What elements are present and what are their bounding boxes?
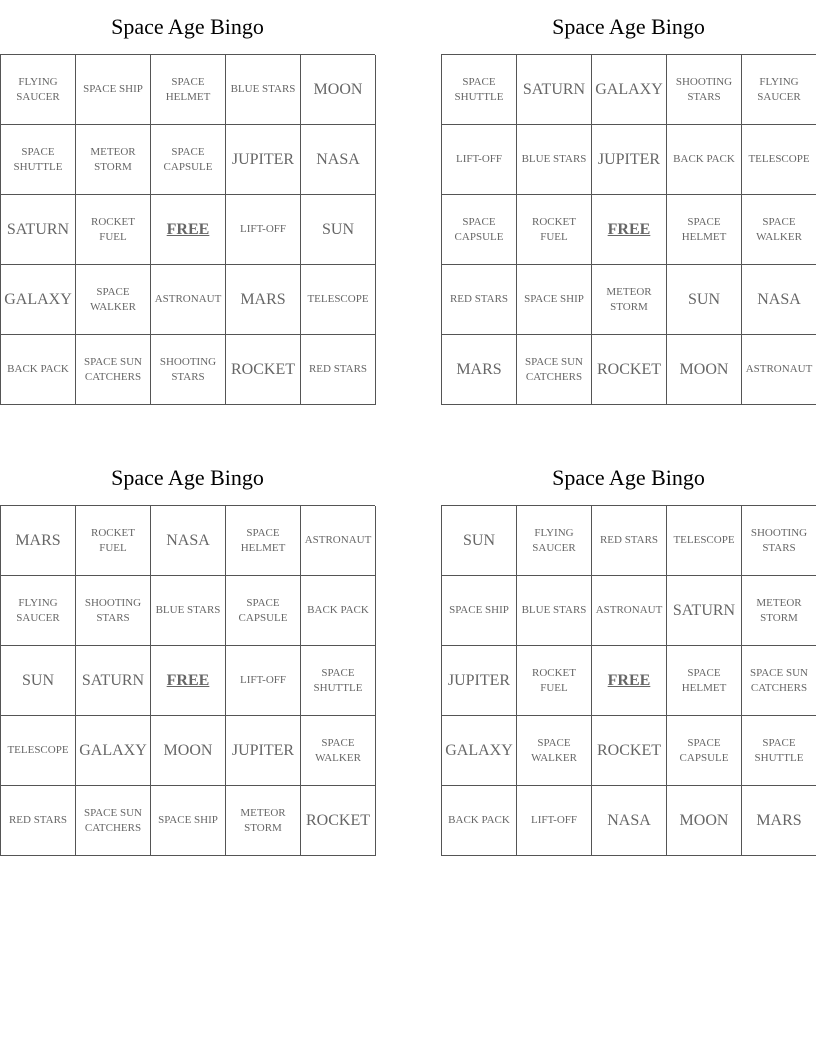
bingo-cell: SPACE SHIP <box>442 576 517 646</box>
bingo-cell: LIFT-OFF <box>442 125 517 195</box>
bingo-cell: SPACE CAPSULE <box>226 576 301 646</box>
bingo-cell: SATURN <box>667 576 742 646</box>
bingo-cell: MOON <box>667 786 742 856</box>
bingo-cell: RED STARS <box>1 786 76 856</box>
bingo-cell: BACK PACK <box>667 125 742 195</box>
bingo-cell: SPACE SHUTTLE <box>442 55 517 125</box>
bingo-card-2 <box>441 0 816 405</box>
bingo-cell: RED STARS <box>592 506 667 576</box>
bingo-cell: ASTRONAUT <box>742 335 816 405</box>
bingo-cell: BACK PACK <box>301 576 376 646</box>
bingo-cell: GALAXY <box>442 716 517 786</box>
bingo-cell: TELESCOPE <box>1 716 76 786</box>
bingo-cell: SPACE SHUTTLE <box>742 716 816 786</box>
card-title: Space Age Bingo <box>111 14 264 39</box>
bingo-cell: JUPITER <box>592 125 667 195</box>
bingo-cell: SUN <box>301 195 376 265</box>
bingo-cell: MARS <box>742 786 816 856</box>
bingo-card-4 <box>441 451 816 856</box>
bingo-cell: FLYING SAUCER <box>1 576 76 646</box>
bingo-cell: MOON <box>151 716 226 786</box>
bingo-cell: SHOOTING STARS <box>667 55 742 125</box>
bingo-cell: SHOOTING STARS <box>151 335 226 405</box>
bingo-cell: METEOR STORM <box>592 265 667 335</box>
bingo-cell: METEOR STORM <box>226 786 301 856</box>
bingo-cell: BLUE STARS <box>226 55 301 125</box>
bingo-cell: ROCKET <box>592 335 667 405</box>
bingo-cell: ROCKET FUEL <box>517 195 592 265</box>
bingo-cell: SPACE CAPSULE <box>667 716 742 786</box>
bingo-cell: SPACE WALKER <box>742 195 816 265</box>
bingo-cell: LIFT-OFF <box>226 646 301 716</box>
bingo-cell: ROCKET FUEL <box>76 506 151 576</box>
bingo-cell: TELESCOPE <box>667 506 742 576</box>
bingo-cell: ROCKET <box>226 335 301 405</box>
bingo-cell: ROCKET <box>301 786 376 856</box>
bingo-cell: SUN <box>667 265 742 335</box>
bingo-cell: ASTRONAUT <box>592 576 667 646</box>
bingo-cell: MOON <box>301 55 376 125</box>
bingo-cell: TELESCOPE <box>742 125 816 195</box>
bingo-cell: BACK PACK <box>1 335 76 405</box>
free-space: FREE <box>151 195 226 265</box>
bingo-cell: ASTRONAUT <box>151 265 226 335</box>
bingo-cell: ROCKET FUEL <box>517 646 592 716</box>
bingo-cell: LIFT-OFF <box>517 786 592 856</box>
bingo-cell: SPACE HELMET <box>226 506 301 576</box>
bingo-cell: SPACE SUN CATCHERS <box>76 786 151 856</box>
bingo-cell: TELESCOPE <box>301 265 376 335</box>
bingo-cell: FLYING SAUCER <box>517 506 592 576</box>
bingo-cell: SPACE SHIP <box>76 55 151 125</box>
bingo-cell: SPACE SHUTTLE <box>1 125 76 195</box>
bingo-cell: MARS <box>1 506 76 576</box>
bingo-cell: ROCKET <box>592 716 667 786</box>
free-space: FREE <box>151 646 226 716</box>
card-title: Space Age Bingo <box>552 14 705 39</box>
bingo-cell: SPACE HELMET <box>667 646 742 716</box>
bingo-cell: JUPITER <box>226 716 301 786</box>
bingo-cell: MARS <box>442 335 517 405</box>
card-title: Space Age Bingo <box>111 465 264 490</box>
bingo-cell: SPACE WALKER <box>517 716 592 786</box>
bingo-cell: NASA <box>151 506 226 576</box>
bingo-cell: GALAXY <box>76 716 151 786</box>
bingo-cell: SPACE HELMET <box>667 195 742 265</box>
bingo-cell: SUN <box>442 506 517 576</box>
bingo-cell: SPACE SHIP <box>517 265 592 335</box>
bingo-cell: JUPITER <box>226 125 301 195</box>
bingo-cell: SHOOTING STARS <box>76 576 151 646</box>
bingo-cell: ROCKET FUEL <box>76 195 151 265</box>
bingo-cell: SUN <box>1 646 76 716</box>
bingo-grid <box>0 505 375 856</box>
bingo-cell: BLUE STARS <box>517 576 592 646</box>
bingo-cell: SPACE SUN CATCHERS <box>517 335 592 405</box>
bingo-cell: SHOOTING STARS <box>742 506 816 576</box>
bingo-card-1 <box>0 0 375 405</box>
bingo-cell: SPACE CAPSULE <box>151 125 226 195</box>
bingo-cell: NASA <box>742 265 816 335</box>
bingo-cell: SPACE SUN CATCHERS <box>742 646 816 716</box>
bingo-cell: JUPITER <box>442 646 517 716</box>
bingo-grid <box>441 505 816 856</box>
free-space: FREE <box>592 646 667 716</box>
bingo-cell: MOON <box>667 335 742 405</box>
bingo-cell: SPACE WALKER <box>76 265 151 335</box>
bingo-cell: SATURN <box>1 195 76 265</box>
bingo-cell: SPACE HELMET <box>151 55 226 125</box>
bingo-cell: SATURN <box>517 55 592 125</box>
bingo-cell: BACK PACK <box>442 786 517 856</box>
bingo-card-3 <box>0 451 375 856</box>
bingo-cell: SATURN <box>76 646 151 716</box>
bingo-cell: NASA <box>592 786 667 856</box>
bingo-cell: FLYING SAUCER <box>742 55 816 125</box>
bingo-cell: METEOR STORM <box>742 576 816 646</box>
bingo-cell: RED STARS <box>301 335 376 405</box>
free-space: FREE <box>592 195 667 265</box>
card-title: Space Age Bingo <box>552 465 705 490</box>
bingo-cell: NASA <box>301 125 376 195</box>
bingo-cell: BLUE STARS <box>517 125 592 195</box>
bingo-grid <box>0 54 375 405</box>
bingo-cell: ASTRONAUT <box>301 506 376 576</box>
bingo-cell: BLUE STARS <box>151 576 226 646</box>
bingo-cell: MARS <box>226 265 301 335</box>
bingo-cell: SPACE WALKER <box>301 716 376 786</box>
bingo-cell: SPACE SHIP <box>151 786 226 856</box>
bingo-cell: SPACE SUN CATCHERS <box>76 335 151 405</box>
bingo-cell: GALAXY <box>1 265 76 335</box>
bingo-cell: LIFT-OFF <box>226 195 301 265</box>
bingo-cell: SPACE CAPSULE <box>442 195 517 265</box>
bingo-cell: METEOR STORM <box>76 125 151 195</box>
bingo-cell: FLYING SAUCER <box>1 55 76 125</box>
bingo-cell: SPACE SHUTTLE <box>301 646 376 716</box>
bingo-cell: RED STARS <box>442 265 517 335</box>
bingo-grid <box>441 54 816 405</box>
bingo-cell: GALAXY <box>592 55 667 125</box>
